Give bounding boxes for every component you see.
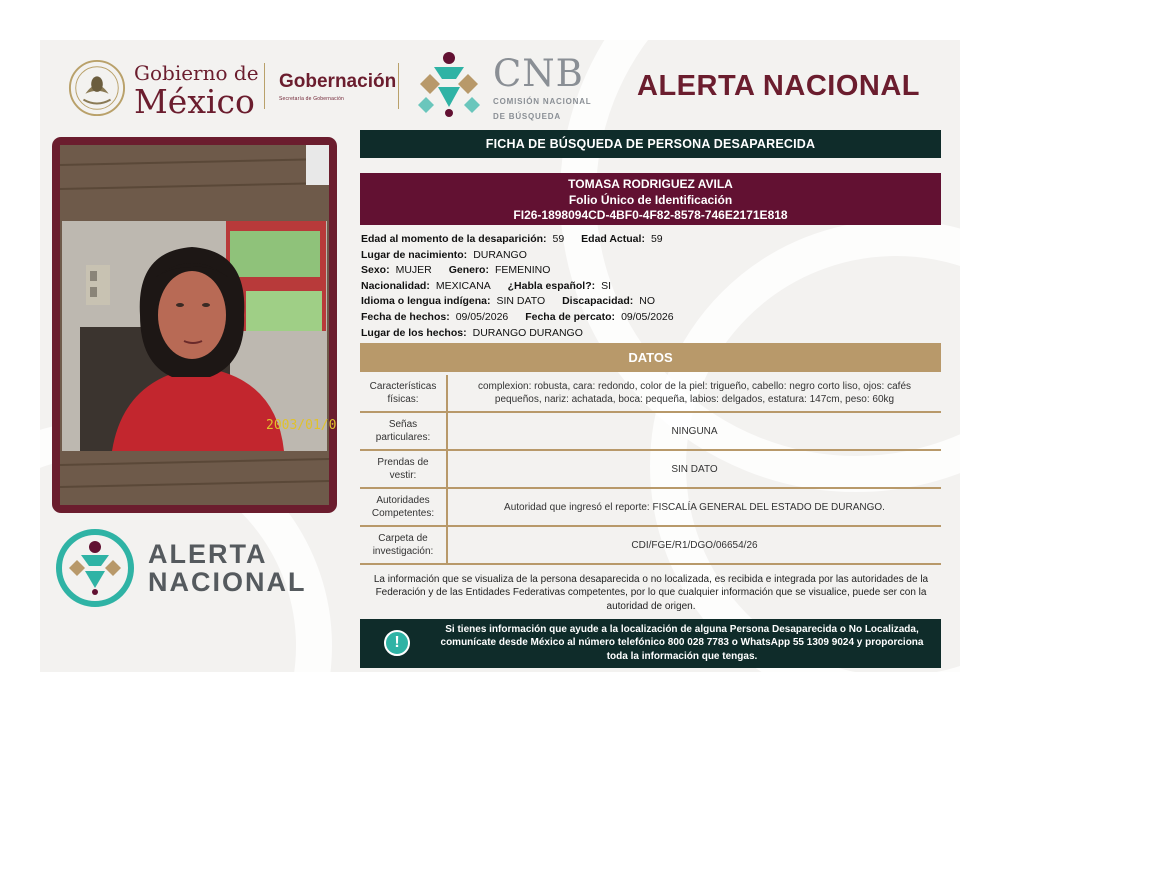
header-divider [398, 63, 399, 109]
info-row [361, 326, 688, 342]
idioma-label: Idioma o lengua indígena: [361, 295, 491, 308]
row-value: SIN DATO [671, 463, 718, 475]
edad-desaparicion-value: 59 [552, 233, 565, 245]
gobierno-de-mexico-logo [134, 61, 259, 121]
table-row [360, 527, 941, 565]
discapacidad-label: Discapacidad: [562, 295, 634, 308]
cnb-line1: COMISIÓN NACIONAL [493, 97, 592, 106]
row-value: Autoridad que ingresó el reporte: FISCALÍA GENERAL DEL ESTADO DE DURANGO. [504, 501, 885, 513]
person-name: TOMASA RODRIGUEZ AVILA [568, 177, 733, 191]
datos-heading: DATOS [360, 343, 941, 372]
row-value: CDI/FGE/R1/DGO/06654/26 [631, 539, 758, 551]
row-value: complexion: robusta, cara: redondo, color de la piel: trigueño, cabello: negro corto liso, ojos: cafés pequeños, nariz: achatada, boca: pequeña, labios: delgados, estatura: 147cm, peso: 60kg [477, 381, 912, 405]
alerta-nacional-emblem-icon [55, 528, 135, 608]
folio-number: FI26-1898094CD-4BF0-4F82-8578-746E2171E818 [513, 208, 788, 222]
contact-banner [360, 619, 941, 668]
table-row [360, 489, 941, 527]
table-row [360, 375, 941, 413]
info-row [361, 294, 688, 310]
row-label: Características físicas: [360, 375, 448, 411]
fecha-percato-value: 09/05/2026 [621, 310, 674, 323]
cnb-logo-text [493, 52, 592, 122]
row-label: Autoridades Competentes: [360, 489, 448, 525]
genero-value: FEMENINO [494, 264, 551, 277]
row-label: Carpeta de investigación: [360, 527, 448, 563]
sexo-value: MUJER [395, 264, 432, 277]
cnb-abbreviation: CNB [493, 52, 584, 95]
photo-date-stamp: 2003/01/0 [266, 418, 337, 433]
person-photo [60, 145, 337, 505]
info-row [361, 232, 688, 248]
nacionalidad-value: MEXICANA [435, 279, 491, 292]
fecha-hechos-label: Fecha de hechos: [361, 310, 450, 323]
personal-info [361, 232, 688, 341]
row-label: Señas particulares: [360, 413, 448, 449]
table-row [360, 451, 941, 489]
disclaimer-text: La información que se visualiza de la persona desaparecida o no localizada, es recibida e integrada por las autoridades de la Federación y de las Entidades Federativas competentes, por lo que cualquier información que se visualice, puede ser con la autoridad de origen. [373, 574, 929, 612]
sexo-label: Sexo: [361, 264, 390, 277]
info-row [361, 263, 688, 279]
person-photo-frame [52, 137, 337, 513]
edad-desaparicion-label: Edad al momento de la desaparición: [361, 233, 547, 245]
lugar-hechos-value: DURANGO DURANGO [472, 326, 583, 339]
cnb-emblem-icon [412, 47, 486, 121]
fecha-hechos-value: 09/05/2026 [455, 310, 509, 323]
lugar-nacimiento-label: Lugar de nacimiento: [361, 248, 468, 261]
contact-text: Si tienes información que ayude a la localización de alguna Persona Desaparecida o No Localizada, comunícate desde México al número telefónico 800 028 7783 o WhatsApp 55 1309 9024 y proporciona toda la información que tengas. [440, 624, 924, 662]
table-row [360, 413, 941, 451]
genero-label: Genero: [448, 264, 489, 277]
cnb-line2: DE BÚSQUEDA [493, 112, 561, 121]
exclamation-icon: ! [384, 630, 410, 656]
person-identity-banner [360, 173, 941, 225]
gobernacion-text: Gobernación [279, 71, 397, 92]
header-divider [264, 63, 265, 109]
photo-illustration [60, 145, 337, 505]
lugar-hechos-label: Lugar de los hechos: [361, 326, 467, 339]
discapacidad-value: NO [639, 295, 656, 308]
habla-espanol-value: SI [601, 279, 612, 292]
info-row [361, 279, 688, 295]
wordmark-line2: NACIONAL [148, 567, 307, 597]
idioma-value: SIN DATO [496, 295, 546, 308]
gobierno-line1: Gobierno de [134, 61, 259, 85]
habla-espanol-label: ¿Habla español?: [507, 279, 596, 292]
fecha-percato-label: Fecha de percato: [525, 310, 616, 323]
folio-label: Folio Único de Identificación [568, 192, 733, 207]
alerta-nacional-wordmark [148, 540, 307, 596]
row-label: Prendas de vestir: [360, 451, 448, 487]
lugar-nacimiento-value: DURANGO [473, 248, 527, 261]
gobernacion-subtext: Secretaría de Gobernación [279, 96, 345, 102]
mexico-seal-icon [68, 59, 126, 117]
edad-actual-value: 59 [650, 233, 663, 245]
form-title: FICHA DE BÚSQUEDA DE PERSONA DESAPARECIDA [360, 130, 941, 158]
gobernacion-logo [279, 71, 396, 102]
row-value: NINGUNA [671, 425, 718, 437]
gobierno-line2: México [134, 82, 255, 121]
datos-table [360, 375, 941, 565]
edad-actual-label: Edad Actual: [581, 233, 645, 245]
alert-title: ALERTA NACIONAL [637, 70, 920, 102]
info-row [361, 248, 688, 264]
nacionalidad-label: Nacionalidad: [361, 279, 430, 292]
info-row [361, 310, 688, 326]
wordmark-line1: ALERTA [148, 539, 268, 569]
